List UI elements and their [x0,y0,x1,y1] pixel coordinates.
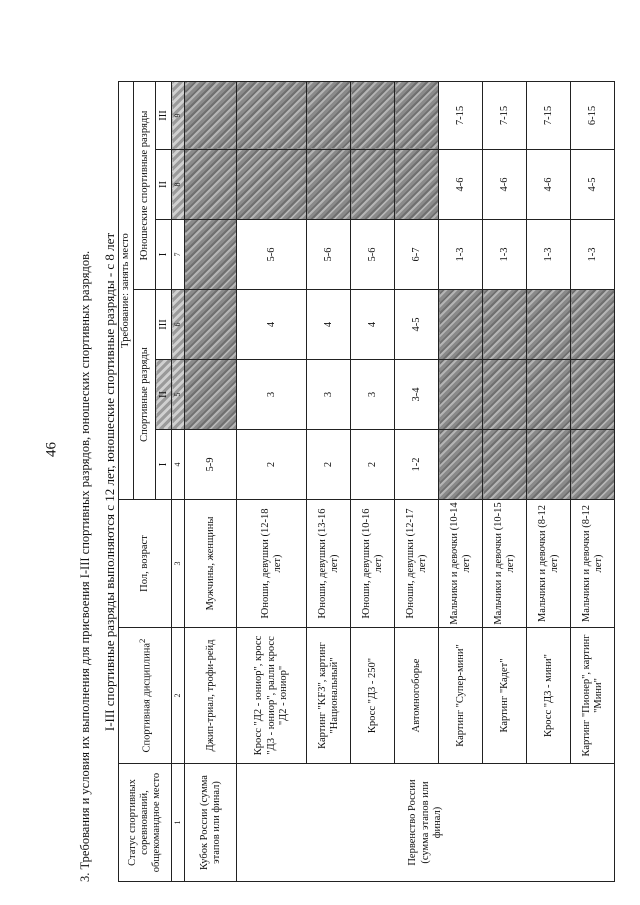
column-number: 8 [172,150,185,220]
cell-status: Первенство России (сумма этапов или финал) [237,764,615,882]
cell-place-value [439,360,483,430]
header-rank-ii: II [156,360,172,430]
cell-place-value: 4 [237,290,307,360]
cell-gender-age: Юноши, девушки (13-16 лет) [307,500,351,628]
header-status: Статус спортивных соревнований, общекомандное место [119,764,172,882]
cell-place-value: 3 [307,360,351,430]
cell-place-value: 2 [237,430,307,500]
column-number: 9 [172,82,185,150]
cell-place-value [527,290,571,360]
cell-place-value: 4-5 [395,290,439,360]
cell-gender-age: Мальчики и девочки (10-14 лет) [439,500,483,628]
cell-place-value: 4-6 [439,150,483,220]
table-row [483,82,527,882]
header-rank-iii: III [156,290,172,360]
cell-place-value [395,82,439,150]
cell-place-value: 1-3 [571,220,615,290]
cell-place-value: 4 [307,290,351,360]
cell-place-value [483,360,527,430]
cell-place-value: 5-6 [351,220,395,290]
cell-place-value: 4-6 [527,150,571,220]
table-row [439,82,483,882]
cell-place-value [395,150,439,220]
cell-place-value [185,220,237,290]
cell-place-value [439,430,483,500]
cell-place-value: 6-7 [395,220,439,290]
cell-discipline: Кросс "Д3 - 250" [351,628,395,764]
cell-place-value: 7-15 [527,82,571,150]
cell-place-value: 3 [237,360,307,430]
cell-place-value: 7-15 [439,82,483,150]
cell-place-value: 3 [351,360,395,430]
table-row [395,82,439,882]
table-row [307,82,351,882]
table-row [571,82,615,882]
cell-discipline: Картинг "Кадет" [483,628,527,764]
header-youth-ranks: Юношеские спортивные разряды [134,82,156,290]
table-row [237,82,307,882]
cell-place-value [185,360,237,430]
column-number: 6 [172,290,185,360]
header-discipline-footnote: 2 [136,638,147,643]
cell-place-value: 2 [351,430,395,500]
cell-gender-age: Мальчики и девочки (10-15 лет) [483,500,527,628]
cell-place-value [351,150,395,220]
cell-discipline: Кросс "Д3 - мини" [527,628,571,764]
header-discipline-text: Спортивная дисциплина [141,642,153,753]
header-yrank-i: I [156,220,172,290]
header-yrank-iii: III [156,82,172,150]
table-subheading: I-III спортивные разряды выполняются с 12 лет, юношеские спортивные разряды - с 8 лет [102,232,117,732]
cell-place-value: 1-2 [395,430,439,500]
column-number: 5 [172,360,185,430]
column-number-row [172,82,185,882]
header-discipline [119,628,172,764]
cell-place-value [527,360,571,430]
header-yrank-ii: II [156,150,172,220]
cell-discipline: Картинг "Супер-мини" [439,628,483,764]
cell-discipline: Картинг "Пионер", картинг "Мини" [571,628,615,764]
table-row [351,82,395,882]
cell-place-value: 5-9 [185,430,237,500]
cell-place-value: 1-3 [439,220,483,290]
cell-gender-age: Юноши, девушки (12-17 лет) [395,500,439,628]
cell-place-value: 5-6 [237,220,307,290]
cell-discipline: Автомногоборье [395,628,439,764]
section-heading: 3. Требования и условия их выполнения для присвоения I-III спортивных разрядов, юношеских спортивных разрядов. [78,250,92,882]
page-number: 46 [43,442,60,457]
cell-place-value: 2 [307,430,351,500]
table-body [185,82,615,882]
cell-place-value [571,290,615,360]
cell-place-value: 6-15 [571,82,615,150]
cell-place-value: 4-5 [571,150,615,220]
cell-place-value [439,290,483,360]
landscape-content [78,82,638,882]
cell-place-value: 7-15 [483,82,527,150]
cell-place-value [483,430,527,500]
cell-place-value [307,150,351,220]
cell-place-value: 5-6 [307,220,351,290]
cell-place-value [185,82,237,150]
cell-place-value: 4-6 [483,150,527,220]
cell-place-value [527,430,571,500]
cell-place-value [483,290,527,360]
column-number: 4 [172,430,185,500]
cell-place-value: 3-4 [395,360,439,430]
column-number: 3 [172,500,185,628]
cell-place-value: 1-3 [483,220,527,290]
cell-gender-age: Мальчики и девочки (8-12 лет) [571,500,615,628]
cell-place-value [307,82,351,150]
table-row [527,82,571,882]
cell-place-value [351,82,395,150]
header-requirement: Требование: занять место [119,82,134,500]
cell-gender-age: Юноши, девушки (12-18 лет) [237,500,307,628]
cell-place-value: 4 [351,290,395,360]
cell-gender-age: Мужчины, женщины [185,500,237,628]
header-gender-age: Пол, возраст [119,500,172,628]
column-number: 2 [172,628,185,764]
requirements-table [118,81,615,882]
header-rank-i: I [156,430,172,500]
column-number: 7 [172,220,185,290]
cell-gender-age: Мальчики и девочки (8-12 лет) [527,500,571,628]
cell-place-value [571,430,615,500]
cell-place-value [237,150,307,220]
table-row [185,82,237,882]
cell-place-value [571,360,615,430]
cell-gender-age: Юноши, девушки (10-16 лет) [351,500,395,628]
cell-discipline: Кросс "Д2 - юниор", кросс "Д3 - юниор", ралли кросс "Д2 - юниор" [237,628,307,764]
cell-place-value [185,290,237,360]
cell-status: Кубок России (сумма этапов или финал) [185,764,237,882]
cell-place-value [185,150,237,220]
cell-discipline: Джип-триал, трофи-рейд [185,628,237,764]
column-number: 1 [172,764,185,882]
cell-place-value [237,82,307,150]
cell-place-value: 1-3 [527,220,571,290]
header-sport-ranks: Спортивные разряды [134,290,156,500]
cell-discipline: Картинг "KF3", картинг "Национальный" [307,628,351,764]
